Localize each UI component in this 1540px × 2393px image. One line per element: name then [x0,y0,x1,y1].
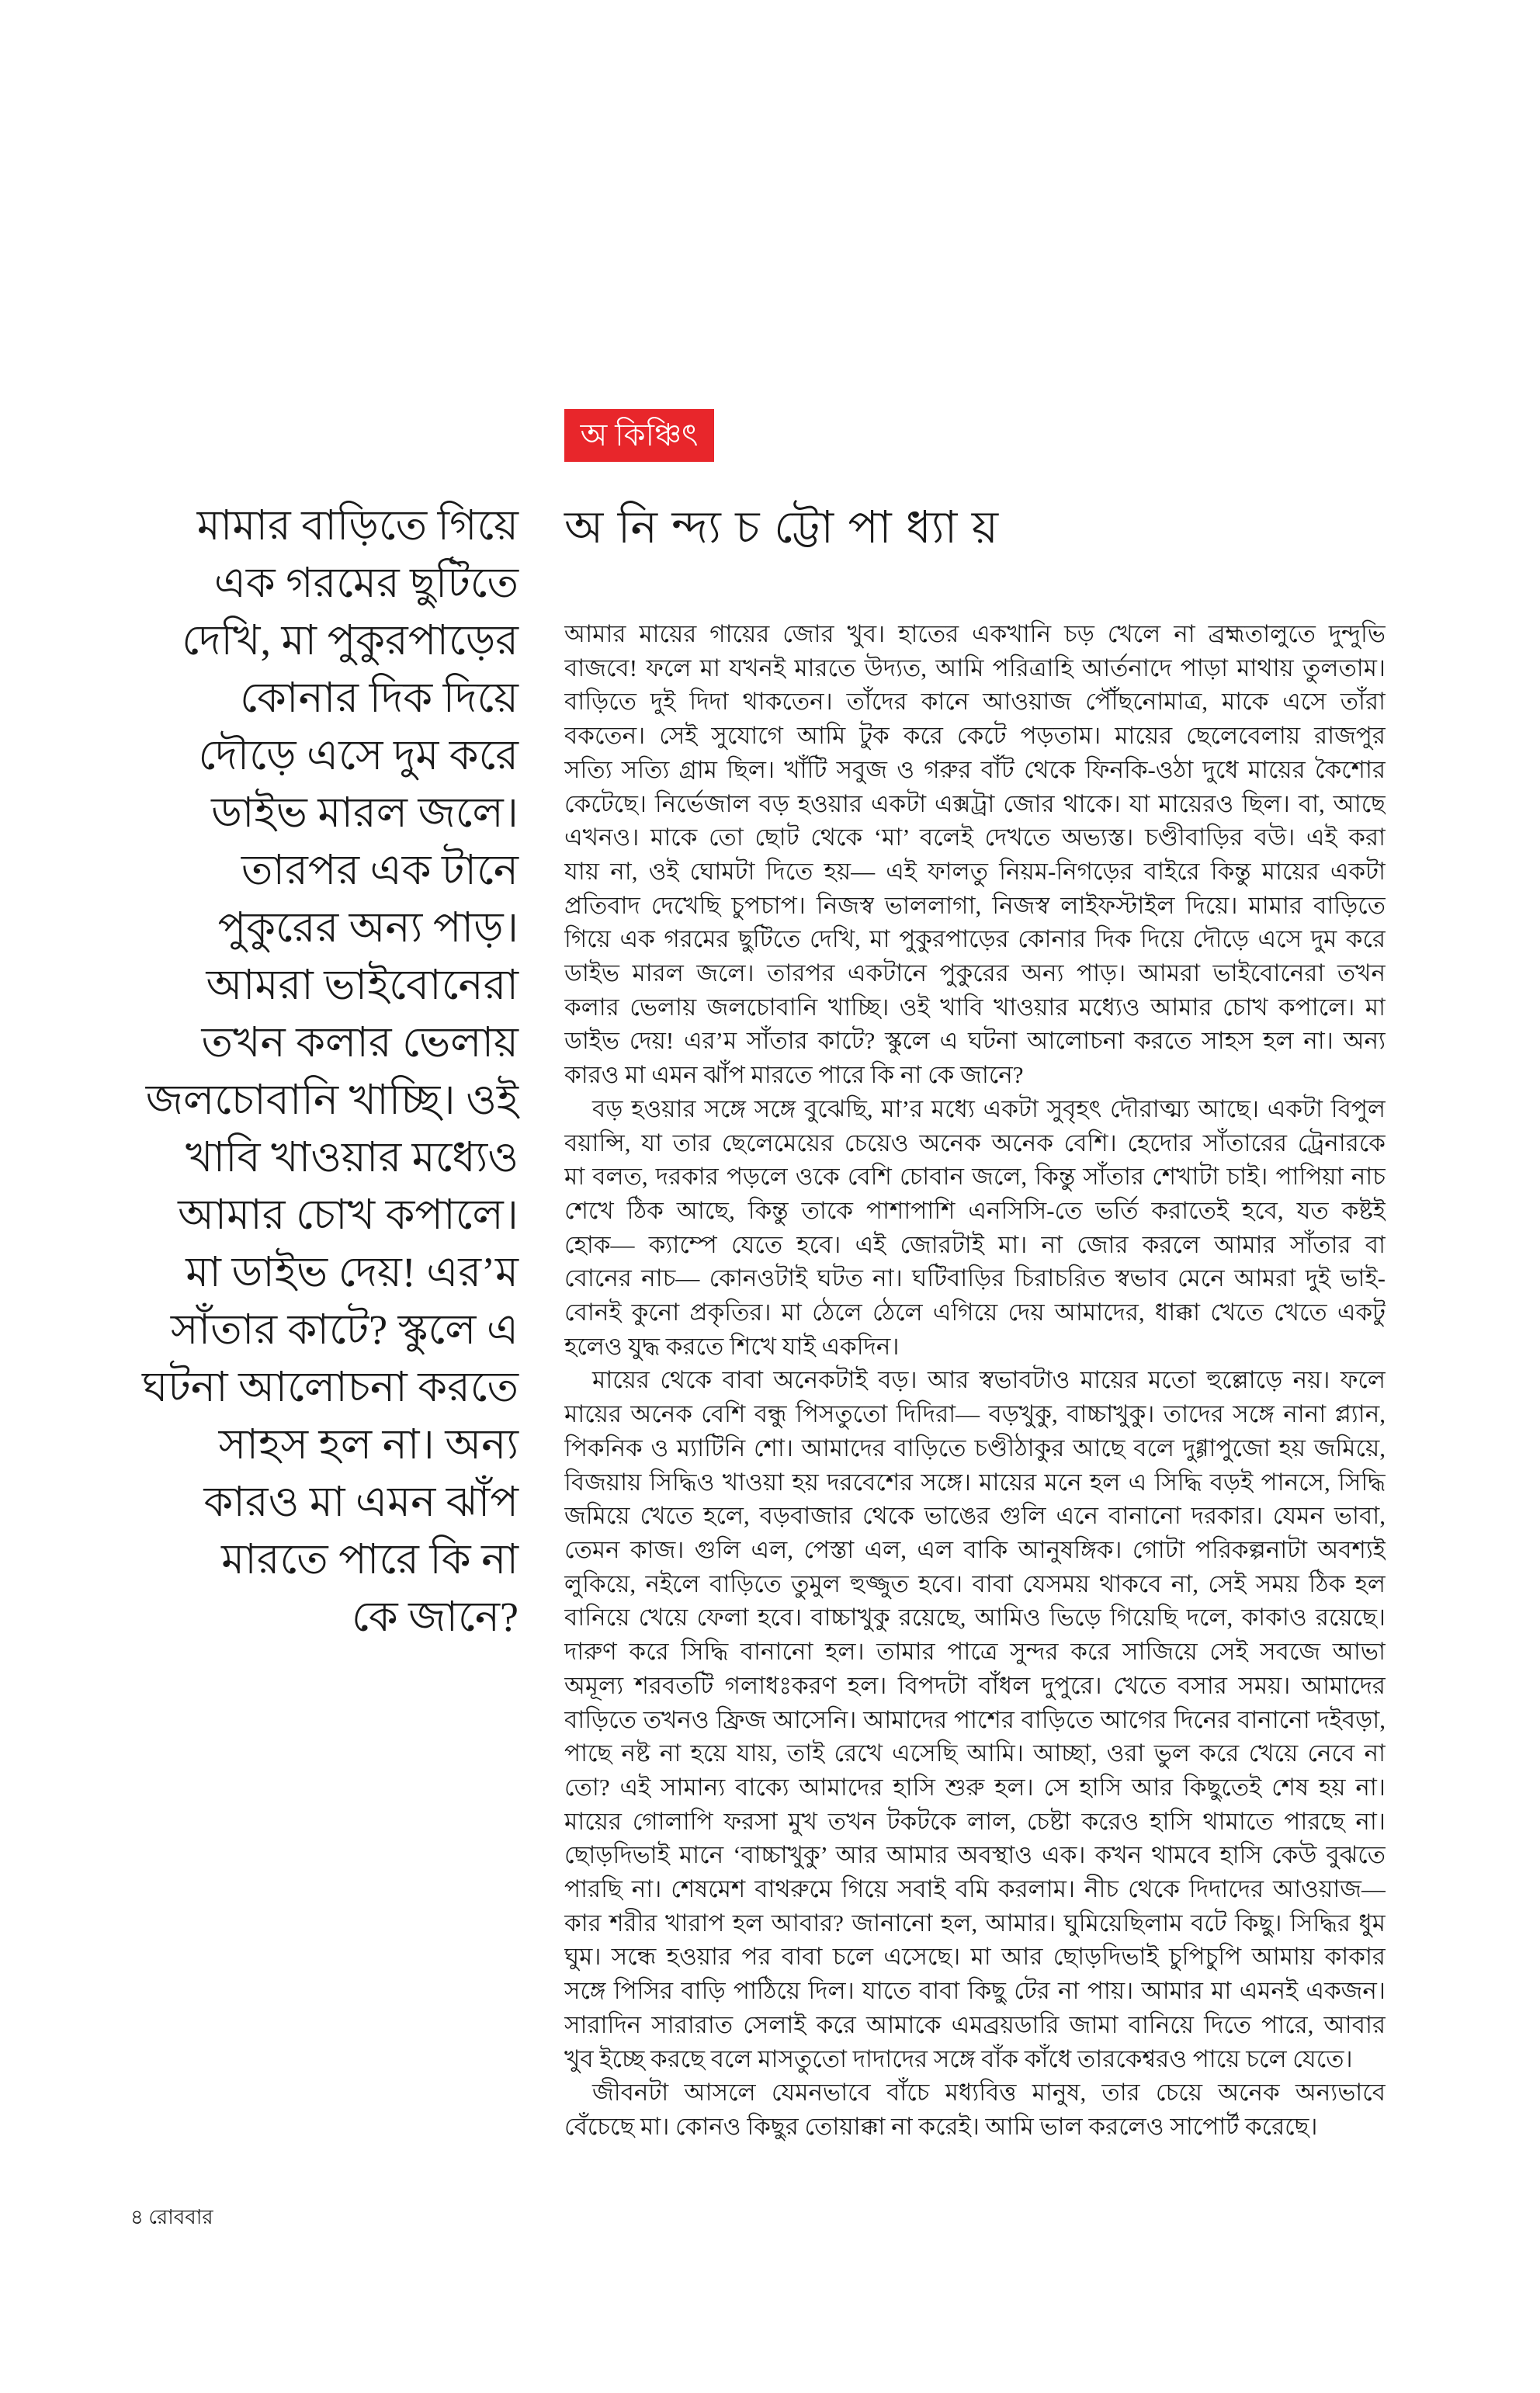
text-line: যায় না, ওই ঘোমটা দিতে হয়— এই ফালতু নিয়ম-নিগড়ের বাইরে কিন্তু মায়ের একটা [564,857,1386,885]
pull-quote [116,497,519,1646]
text-line: বোনের নাচ— কোনওটাই ঘটত না। ঘটিবাড়ির চিরাচরিত স্বভাব মেনে আমরা দুই ভাই- [564,1264,1386,1292]
text-line: মা বলত, দরকার পড়লে ওকে বেশি চোবান জলে, কিন্তু সাঁতার শেখাটা চাই। পাপিয়া নাচ [564,1163,1386,1191]
text-line: মায়ের অনেক বেশি বন্ধু পিসতুতো দিদিরা— বড়খুকু, বাচ্চাখুকু। তাদের সঙ্গে নানা প্ল্যান, [564,1400,1386,1428]
text-line: বেঁচেছে মা। কোনও কিছুর তোয়াক্কা না করেই। আমি ভাল করলেও সাপোর্ট করেছে। [564,2112,1318,2140]
text-line: মায়ের গোলাপি ফরসা মুখ তখন টকটকে লাল, চেষ্টা করেও হাসি থামাতে পারছে না। [564,1807,1386,1835]
text-line: লুকিয়ে, নইলে বাড়িতে তুমুল হুজ্জুত হবে। বাবা যেসময় থাকবে না, সেই সময় ঠিক হল [564,1569,1386,1597]
pull-quote-line: খাবি খাওয়ার মধ্যেও [185,1134,519,1181]
text-line: বকতেন। সেই সুযোগে আমি টুক করে কেটে পড়তাম। মায়ের ছেলেবেলায় রাজপুর [564,722,1386,750]
text-line: ডাইভ মারল জলে। তারপর একটানে পুকুরের অন্য পাড়। আমরা ভাইবোনেরা তখন [564,959,1386,987]
text-line: কেটেছে। নির্ভেজাল বড় হওয়ার একটা এক্সট্রা জোর থাকে। যা মায়েরও ছিল। বা, আছে [564,789,1386,817]
text-line: তো? এই সামান্য বাক্যে আমাদের হাসি শুরু হল। সে হাসি আর কিছুতেই শেষ হয় না। [564,1773,1386,1801]
pull-quote-line: ডাইভ মারল জলে। [211,789,519,836]
paragraph [564,1092,1386,1364]
text-line: অমূল্য শরবতটি গলাধঃকরণ হল। বিপদটা বাঁধল দুপুরে। খেতে বসার সময়। আমাদের [564,1671,1386,1699]
text-line: তেমন কাজ। গুলি এল, পেস্তা এল, এল বাকি আনুষঙ্গিক। গোটা পরিকল্পনাটা অবশ্যই [564,1535,1386,1563]
pull-quote-line: মারতে পারে কি না [221,1536,519,1583]
text-line: প্রতিবাদ দেখেছি চুপচাপ। নিজস্ব ভাললাগা, নিজস্ব লাইফস্টাইল দিয়ে। মামার বাড়িতে [564,891,1386,919]
text-line: শেখে ঠিক আছে, কিন্তু তাকে পাশাপাশি এনসিসি-তে ভর্তি করাতেই হবে, যত কষ্টই [564,1196,1386,1224]
pull-quote-line: সাহস হল না। অন্য [218,1421,519,1468]
pull-quote-line: কোনার দিক দিয়ে [240,675,519,721]
paragraph [564,617,1386,1092]
text-line: সঙ্গে পিসির বাড়ি পাঠিয়ে দিল। যাতে বাবা কিছু টের না পায়। আমার মা এমনই একজন। [564,1977,1386,2005]
paragraph [564,2076,1386,2143]
text-line: মায়ের থেকে বাবা অনেকটাই বড়। আর স্বভাবটাও মায়ের মতো হুল্লোড়ে নয়। ফলে [592,1366,1386,1394]
pull-quote-line: মা ডাইভ দেয়! এর’ম [186,1249,519,1295]
pull-quote-line: আমার চোখ কপালে। [178,1191,519,1238]
text-line: পিকনিক ও ম্যাটিনি শো। আমাদের বাড়িতে চণ্ডীঠাকুর আছে বলে দুগ্গাপুজো হয় জমিয়ে, [564,1434,1386,1462]
text-line: এখনও। মাকে তো ছোট থেকে ‘মা’ বলেই দেখতে অভ্যস্ত। চণ্ডীবাড়ির বউ। এই করা [564,824,1386,851]
text-line: কারও মা এমন ঝাঁপ মারতে পারে কি না কে জানে? [564,1061,1024,1089]
text-line: বাজবে! ফলে মা যখনই মারতে উদ্যত, আমি পরিত্রাহি আর্তনাদে পাড়া মাথায় তুলতাম। [564,654,1386,681]
text-line: পাছে নষ্ট না হয়ে যায়, তাই রেখে এসেছি আমি। আচ্ছা, ওরা ভুল করে খেয়ে নেবে না [564,1739,1386,1767]
text-line: সত্যি সত্যি গ্রাম ছিল। খাঁটি সবুজ ও গরুর বাঁট থেকে ফিনকি-ওঠা দুধে মায়ের কৈশোর [564,755,1386,783]
pull-quote-line: আমরা ভাইবোনেরা [206,962,519,1008]
pull-quote-line: পুকুরের অন্য পাড়। [217,904,519,951]
author-byline: অ নি ন্দ্য চ ট্টো পা ধ্যা য় [564,502,1001,553]
paragraph [564,1363,1386,2076]
text-line: আমার মায়ের গায়ের জোর খুব। হাতের একখানি চড় খেলে না ব্রহ্মতালুতে দুন্দুভি [564,620,1386,647]
text-line: হলেও যুদ্ধ করতে শিখে যাই একদিন। [564,1332,900,1360]
section-tag: অ কিঞ্চিৎ [564,409,714,462]
text-line: কার শরীর খারাপ হল আবার? জানানো হল, আমার। ঘুমিয়েছিলাম বটে কিছু। সিদ্ধির ধুম [564,1909,1386,1937]
publication-name: রোববার [148,2206,213,2228]
text-line: সারাদিন সারারাত সেলাই করে আমাকে এমব্রয়ডারি জামা বানিয়ে দিতে পারে, আবার [564,2010,1386,2038]
page-footer [130,2204,213,2231]
pull-quote-line: কারও মা এমন ঝাঁপ [203,1479,519,1525]
pull-quote-line: দেখি, মা পুকুরপাড়ের [182,617,519,664]
pull-quote-line: তারপর এক টানে [241,847,519,893]
pull-quote-line: দৌড়ে এসে দুম করে [198,732,519,779]
text-line: বাড়িতে তখনও ফ্রিজ আসেনি। আমাদের পাশের বাড়িতে আগের দিনের বানানো দইবড়া, [564,1705,1386,1733]
text-line: বানিয়ে খেয়ে ফেলা হবে। বাচ্চাখুকু রয়েছে, আমিও ভিড়ে গিয়েছি দলে, কাকাও রয়েছে। [564,1604,1386,1632]
text-line: বয়ান্সি, যা তার ছেলেমেয়ের চেয়েও অনেক অনেক বেশি। হেদোর সাঁতারের ট্রেনারকে [564,1129,1386,1157]
text-line: গিয়ে এক গরমের ছুটিতে দেখি, মা পুকুরপাড়ের কোনার দিক দিয়ে দৌড়ে এসে দুম করে [564,925,1386,953]
text-line: কলার ভেলায় জলচোবানি খাচ্ছি। ওই খাবি খাওয়ার মধ্যেও আমার চোখ কপালে। মা [564,993,1386,1021]
article-body [564,617,1386,2144]
text-line: বিজয়ায় সিদ্ধিও খাওয়া হয় দরবেশের সঙ্গে। মায়ের মনে হল এ সিদ্ধি বড়ই পানসে, সিদ্ধি [564,1468,1386,1496]
text-line: পারছি না। শেষমেশ বাথরুমে গিয়ে সবাই বমি করলাম। নীচ থেকে দিদাদের আওয়াজ— [564,1875,1386,1903]
pull-quote-line: ঘটনা আলোচনা করতে [142,1364,519,1410]
pull-quote-line: কে জানে? [351,1594,519,1640]
pull-quote-line: এক গরমের ছুটিতে [213,560,519,606]
text-line: ছোড়দিভাই মানে ‘বাচ্চাখুকু’ আর আমার অবস্থাও এক। কখন থামবে হাসি কেউ বুঝতে [564,1841,1386,1869]
text-line: জীবনটা আসলে যেমনভাবে বাঁচে মধ্যবিত্ত মানুষ, তার চেয়ে অনেক অন্যভাবে [592,2079,1386,2107]
pull-quote-line: জলচোবানি খাচ্ছি। ওই [145,1077,519,1123]
text-line: জমিয়ে খেতে হলে, বড়বাজার থেকে ভাঙের গুলি এনে বানানো দরকার। যেমন ভাবা, [564,1502,1386,1530]
text-line: ডাইভ দেয়! এর’ম সাঁতার কাটে? স্কুলে এ ঘটনা আলোচনা করতে সাহস হল না। অন্য [564,1027,1386,1055]
text-line: হোক— ক্যাম্পে যেতে হবে। এই জোরটাই মা। না জোর করলে আমার সাঁতার বা [564,1230,1386,1258]
text-line: দারুণ করে সিদ্ধি বানানো হল। তামার পাত্রে সুন্দর করে সাজিয়ে সেই সবজে আভা [564,1638,1386,1666]
text-line: বোনই কুনো প্রকৃতির। মা ঠেলে ঠেলে এগিয়ে দেয় আমাদের, ধাক্কা খেতে খেতে একটু [564,1299,1386,1327]
text-line: বাড়িতে দুই দিদা থাকতেন। তাঁদের কানে আওয়াজ পৌঁছনোমাত্র, মাকে এসে তাঁরা [564,688,1386,716]
text-line: খুব ইচ্ছে করছে বলে মাসতুতো দাদাদের সঙ্গে বাঁক কাঁধে তারকেশ্বরও পায়ে চলে যেতে। [564,2044,1353,2072]
pull-quote-line: সাঁতার কাটে? স্কুলে এ [170,1306,519,1353]
pull-quote-line: তখন কলার ভেলায় [201,1019,519,1066]
page-number: ৪ [130,2206,144,2228]
text-line: ঘুম। সন্ধে হওয়ার পর বাবা চলে এসেছে। মা আর ছোড়দিভাই চুপিচুপি আমায় কাকার [564,1943,1386,1971]
text-line: বড় হওয়ার সঙ্গে সঙ্গে বুঝেছি, মা’র মধ্যে একটা সুবৃহৎ দৌরাত্ম্য আছে। একটা বিপুল [592,1094,1386,1122]
pull-quote-line: মামার বাড়িতে গিয়ে [196,502,519,549]
